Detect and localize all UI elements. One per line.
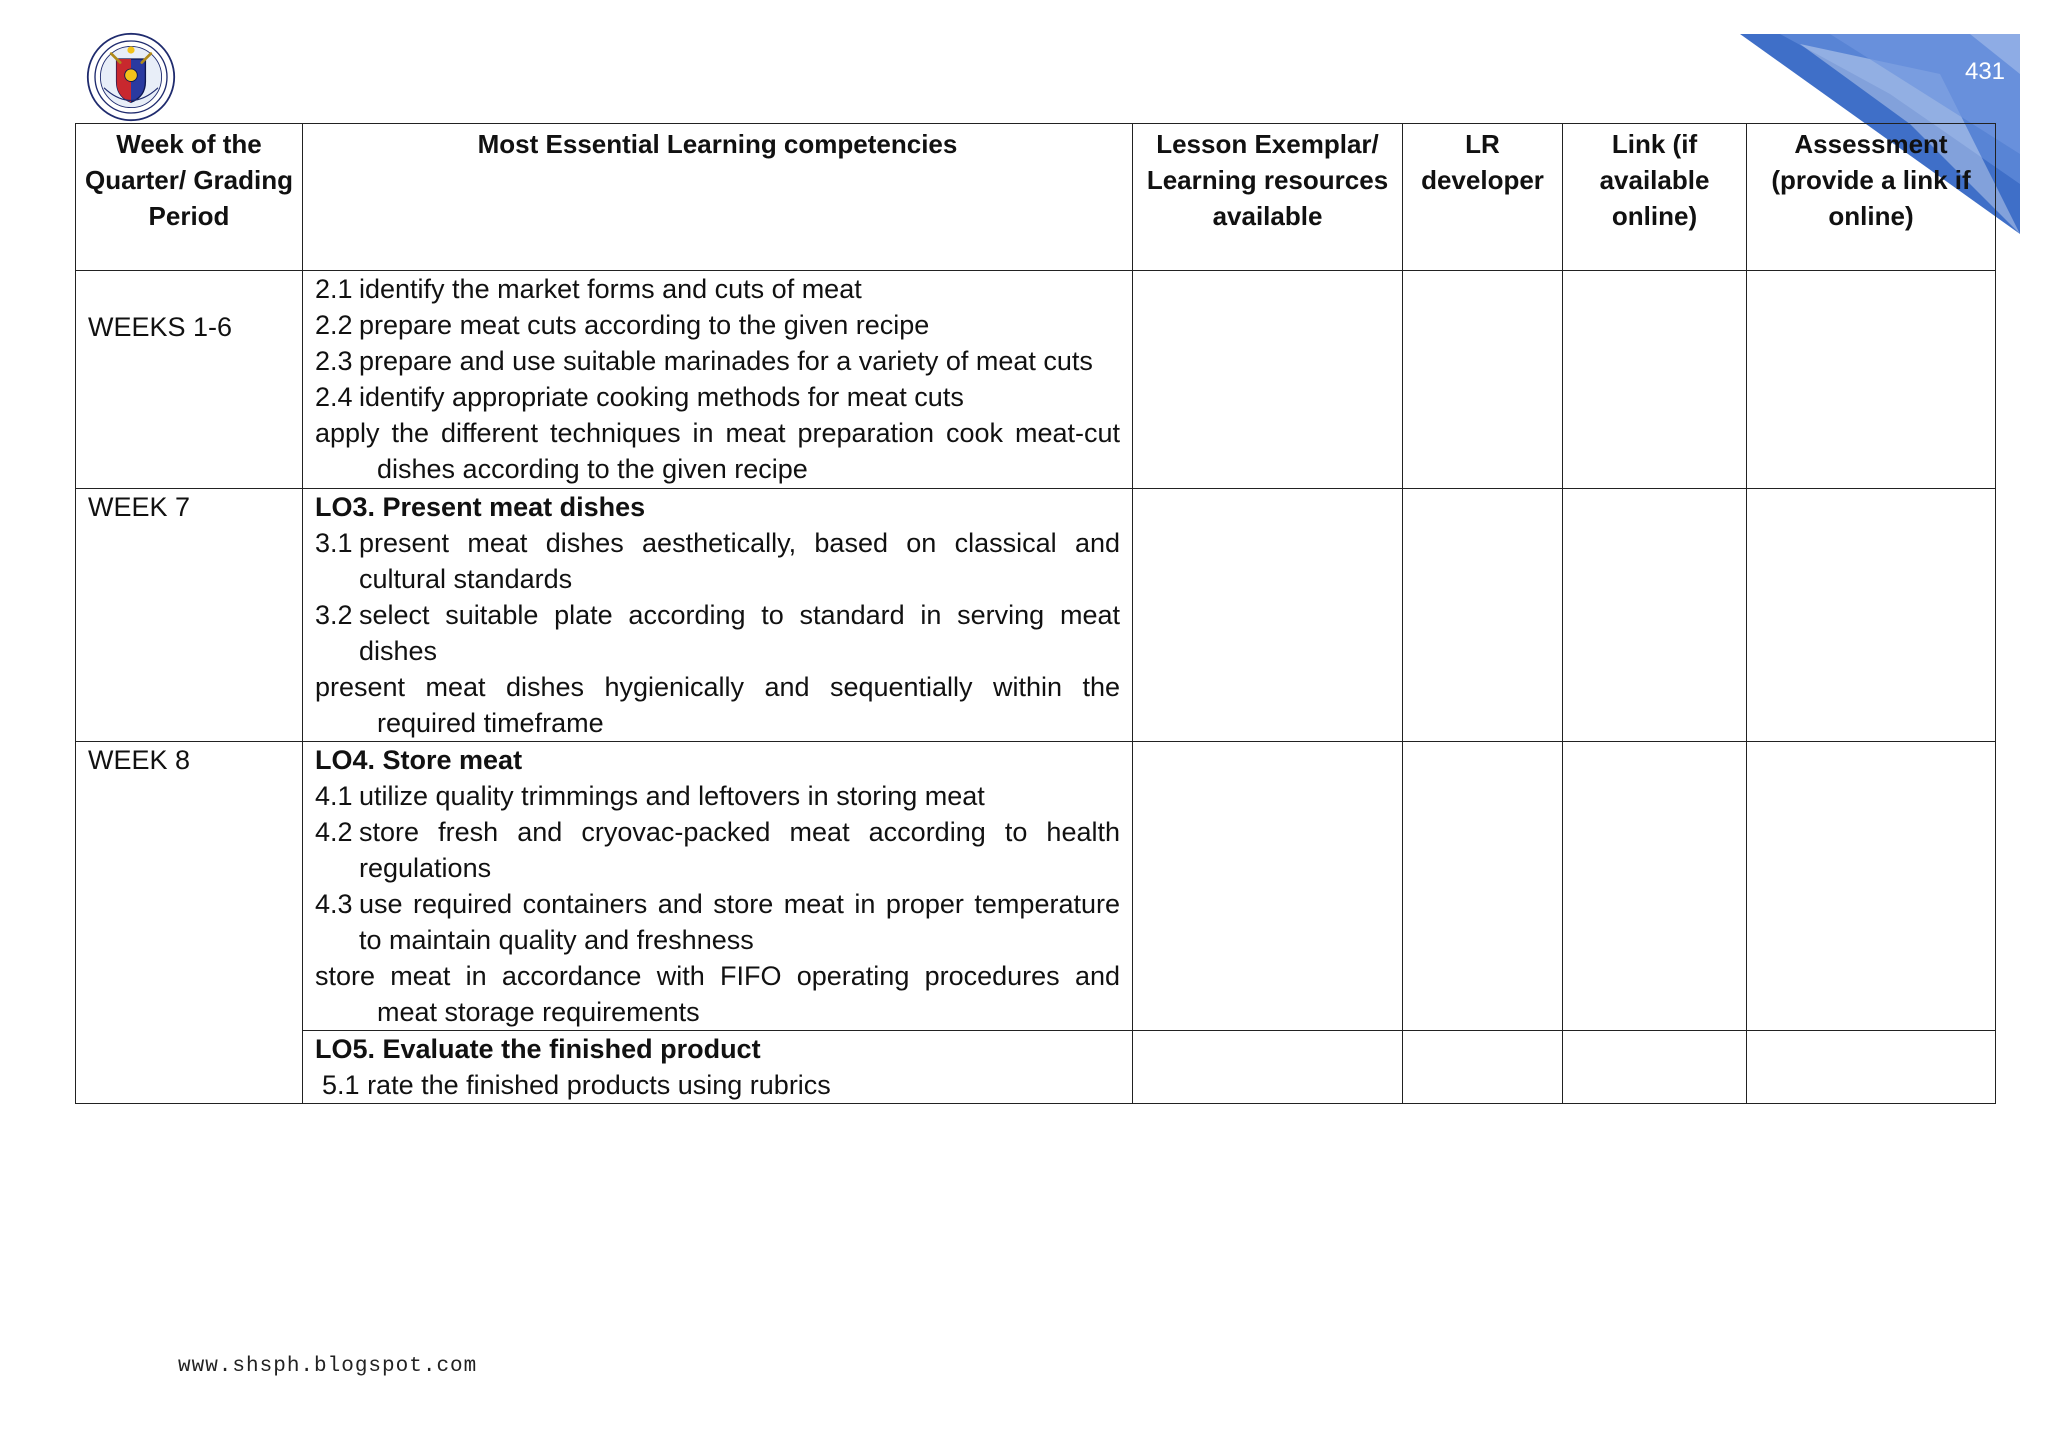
footer-url[interactable]: www.shsph.blogspot.com [178, 1355, 478, 1378]
link-cell [1563, 489, 1747, 742]
lr-developer-cell [1403, 271, 1563, 489]
week-cell [76, 271, 303, 489]
table-header-row [76, 124, 1996, 271]
table-row [76, 489, 1996, 742]
competency-item: 4.1 utilize quality trimmings and leftovers in storing meat [315, 781, 985, 811]
competency-item: present meat dishes hygienically and sequentially within the required timeframe [315, 672, 1120, 738]
competency-item: 2.3 prepare and use suitable marinades for a variety of meat cuts [315, 346, 1093, 376]
table-row [76, 742, 1996, 1031]
assessment-cell [1747, 742, 1996, 1031]
link-cell [1563, 1031, 1747, 1104]
competencies-cell [303, 1031, 1133, 1104]
header-link: Link (if available online) [1563, 124, 1747, 271]
week-cell [76, 742, 303, 1104]
header-assessment: Assessment (provide a link if online) [1747, 124, 1996, 271]
lo-title: LO5. Evaluate the finished product [315, 1034, 761, 1064]
competency-item: 4.2 store fresh and cryovac-packed meat according to health regulations [315, 817, 1120, 883]
week-label: WEEK 8 [88, 745, 191, 775]
link-cell [1563, 271, 1747, 489]
assessment-cell [1747, 271, 1996, 489]
page-number: 431 [1964, 58, 2006, 85]
competency-item: 2.2 prepare meat cuts according to the given recipe [315, 310, 930, 340]
header-competencies: Most Essential Learning competencies [303, 124, 1133, 271]
competency-item: 2.4 identify appropriate cooking methods for meat cuts [315, 382, 964, 412]
competency-table [75, 123, 1996, 1104]
lr-developer-cell [1403, 489, 1563, 742]
competencies-cell [303, 271, 1133, 489]
competency-item: 2.1 identify the market forms and cuts of meat [315, 274, 862, 304]
assessment-cell [1747, 489, 1996, 742]
competency-item: apply the different techniques in meat preparation cook meat-cut dishes according to the given recipe [315, 418, 1120, 484]
resources-cell [1133, 742, 1403, 1031]
week-cell [76, 489, 303, 742]
header-resources: Lesson Exemplar/ Learning resources available [1133, 124, 1403, 271]
assessment-cell [1747, 1031, 1996, 1104]
competency-item: store meat in accordance with FIFO operating procedures and meat storage requirements [315, 961, 1120, 1027]
header-lr-developer: LR developer [1403, 124, 1563, 271]
competency-item: 4.3 use required containers and store meat in proper temperature to maintain quality and freshness [315, 889, 1120, 955]
week-label: WEEKS 1-6 [88, 312, 233, 342]
lo-title: LO4. Store meat [315, 745, 523, 775]
resources-cell [1133, 1031, 1403, 1104]
competency-item: 3.2 select suitable plate according to standard in serving meat dishes [315, 600, 1120, 666]
competency-item: 5.1 rate the finished products using rubrics [322, 1070, 831, 1100]
competency-item: 3.1 present meat dishes aesthetically, based on classical and cultural standards [315, 528, 1120, 594]
table-row [76, 271, 1996, 489]
competencies-cell [303, 742, 1133, 1031]
lo-title: LO3. Present meat dishes [315, 492, 646, 522]
lr-developer-cell [1403, 742, 1563, 1031]
header-week: Week of the Quarter/ Grading Period [76, 124, 303, 271]
lr-developer-cell [1403, 1031, 1563, 1104]
table-row [76, 1031, 1996, 1104]
link-cell [1563, 742, 1747, 1031]
resources-cell [1133, 489, 1403, 742]
deped-seal-icon [86, 32, 176, 122]
week-label: WEEK 7 [88, 492, 191, 522]
resources-cell [1133, 271, 1403, 489]
competencies-cell [303, 489, 1133, 742]
